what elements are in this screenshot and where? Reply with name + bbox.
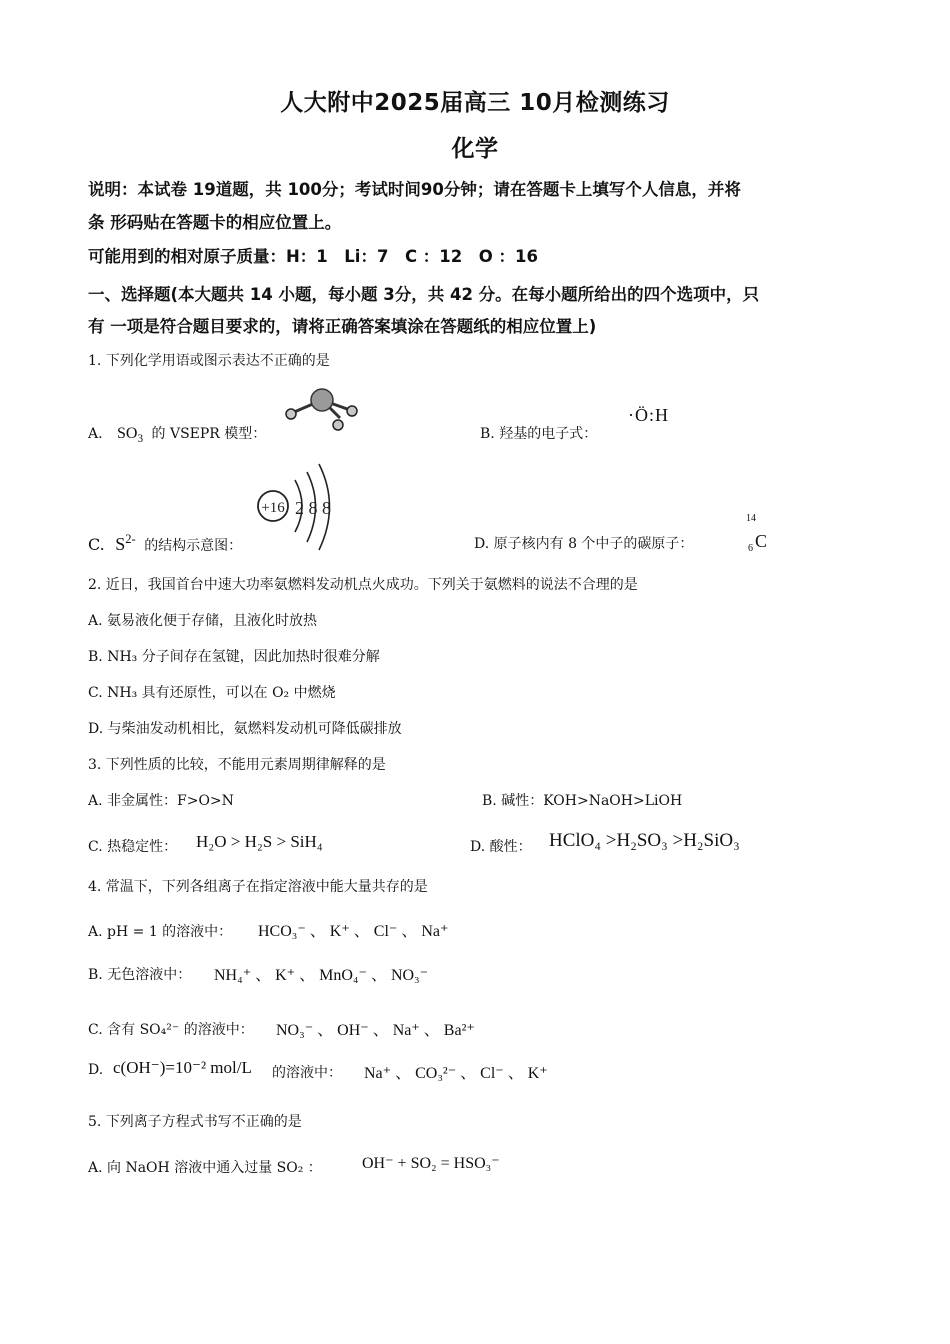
s2-structure-diagram bbox=[252, 462, 348, 554]
q4-option-c-label: C. 含有 SO₄²⁻ 的溶液中： bbox=[88, 1022, 254, 1038]
q1-a-text: 的 VSEPR 模型： bbox=[151, 426, 267, 442]
s2-nucleus-label: +16 bbox=[261, 500, 285, 516]
q5-stem: 5. 下列离子方程式书写不正确的是 bbox=[88, 1114, 302, 1130]
carbon-atomic-number: 6 bbox=[748, 543, 753, 554]
q4-option-d-ions: Na⁺ 、 CO₃²⁻ 、 Cl⁻ 、 K⁺ bbox=[364, 1065, 548, 1082]
q3-option-b: B. 碱性：KOH>NaOH>LiOH bbox=[482, 793, 683, 809]
instructions-line2: 条 形码贴在答题卡的相应位置上。 bbox=[88, 213, 342, 232]
q2-option-d: D. 与柴油发动机相比，氨燃料发动机可降低碳排放 bbox=[88, 721, 402, 737]
q1-c-label: C. bbox=[88, 535, 105, 554]
q1-option-b: B. 羟基的电子式： bbox=[480, 426, 598, 442]
q4-option-a-label: A. pH = 1 的溶液中： bbox=[88, 924, 233, 940]
q3-stem: 3. 下列性质的比较，不能用元素周期律解释的是 bbox=[88, 757, 386, 773]
q3-option-a: A. 非金属性：F>O>N bbox=[88, 793, 234, 809]
q1-option-d: D. 原子核内有 8 个中子的碳原子： bbox=[474, 536, 694, 552]
q4-option-a-ions: HCO₃⁻ 、 K⁺ 、 Cl⁻ 、 Na⁺ bbox=[258, 923, 449, 940]
q3-option-c-formula: H₂O > H₂S > SiH₄ bbox=[196, 832, 323, 851]
q1-a-label: A. bbox=[88, 426, 103, 442]
q1-option-a bbox=[88, 423, 266, 445]
q4-option-b-label: B. 无色溶液中： bbox=[88, 967, 192, 983]
instructions-line1: 说明：本试卷 19道题，共 100分；考试时间90分钟；请在答题卡上填写个人信息，并将 bbox=[88, 180, 741, 199]
q2-option-b: B. NH₃ 分子间存在氢键，因此加热时很难分解 bbox=[88, 649, 380, 665]
q1-option-c bbox=[88, 532, 242, 555]
carbon-mass-number: 14 bbox=[746, 513, 756, 524]
q4-stem: 4. 常温下，下列各组离子在指定溶液中能大量共存的是 bbox=[88, 879, 428, 895]
atomic-masses: 可能用到的相对原子质量：H：1 Li：7 C ：12 O ：16 bbox=[88, 247, 538, 266]
q3-option-d-label: D. 酸性： bbox=[470, 839, 532, 855]
section1-line2: 有 一项是符合题目要求的，请将正确答案填涂在答题纸的相应位置上) bbox=[88, 317, 597, 336]
q5-option-a-equation: OH⁻ + SO₂ = HSO₃⁻ bbox=[362, 1155, 500, 1172]
q1-c-chem: $S^{2-}$ bbox=[115, 532, 136, 554]
q4-option-d-label: D. bbox=[88, 1062, 104, 1078]
q1-stem: 1. 下列化学用语或图示表达不正确的是 bbox=[88, 353, 330, 369]
so3-vsepr-model-figure bbox=[282, 385, 358, 435]
q4-option-b-ions: NH₄⁺ 、 K⁺ 、 MnO₄⁻ 、 NO₃⁻ bbox=[214, 967, 429, 984]
page-title: 人大附中2025届高三 10月检测练习 bbox=[280, 90, 670, 116]
q4-option-c-ions: NO₃⁻ 、 OH⁻ 、 Na⁺ 、 Ba²⁺ bbox=[276, 1022, 475, 1039]
q2-stem: 2. 近日，我国首台中速大功率氨燃料发动机点火成功。下列关于氨燃料的说法不合理的是 bbox=[88, 577, 638, 593]
q4-option-d-condition: c(OH⁻)=10⁻² mol/L bbox=[113, 1058, 252, 1077]
q2-option-a: A. 氨易液化便于存储，且液化时放热 bbox=[88, 613, 318, 629]
q1-c-text: 的结构示意图： bbox=[144, 538, 243, 554]
q3-option-d-formula: HClO₄ >H₂SO₃ >H₂SiO₃ bbox=[549, 830, 740, 851]
q3-option-c-label: C. 热稳定性： bbox=[88, 839, 178, 855]
q1-a-chem: $SO_3$ bbox=[117, 425, 144, 446]
section1-line1: 一、选择题(本大题共 14 小题，每小题 3分，共 42 分。在每小题所给出的四个选项中，只 bbox=[88, 285, 760, 304]
hydroxyl-electron-formula: ·Ö:H bbox=[628, 405, 669, 425]
q5-option-a-label: A. 向 NaOH 溶液中通入过量 SO₂ ： bbox=[88, 1160, 322, 1176]
carbon-symbol: C bbox=[755, 531, 768, 551]
s2-shell-numbers: 2 8 8 bbox=[295, 498, 331, 518]
q4-option-d-text: 的溶液中： bbox=[272, 1065, 342, 1081]
subject-title: 化学 bbox=[451, 136, 499, 162]
q2-option-c: C. NH₃ 具有还原性，可以在 O₂ 中燃烧 bbox=[88, 685, 336, 701]
